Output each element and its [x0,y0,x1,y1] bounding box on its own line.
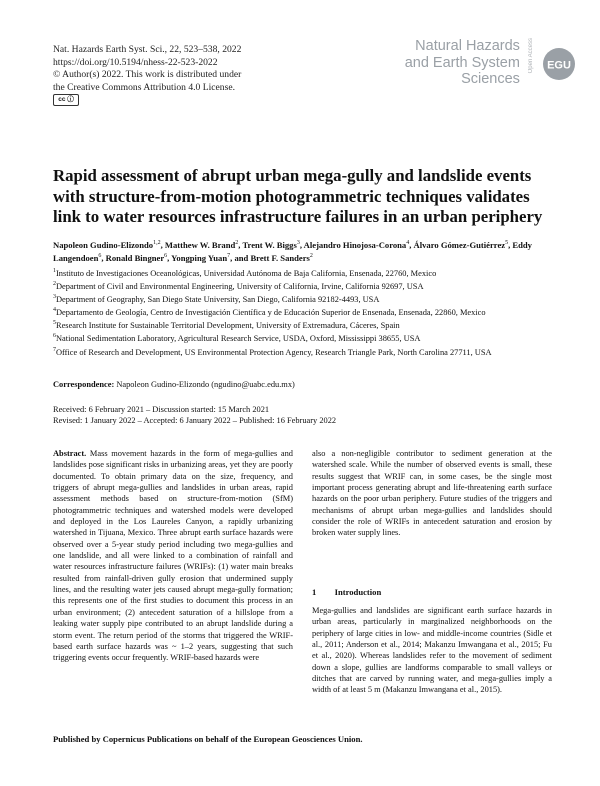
abstract-continuation: also a non-negligible contributor to sediment generation at the watershed scale. While the number of observed events is small, these results suggest that WRIF can, in some cases, be the single most important process generating abrupt and life-threatening earth surface hazards on the poor urban periphery. Future studies of the triggers and mechanisms of abrupt urban mega-gullies and landslides should consider the role of WRIFs in antecedent saturation and erosion by broken water supply lines. [312,449,552,538]
abstract-text: Mass movement hazards in the form of mega-gullies and landslides pose significant risks in urbanizing areas, yet they are poorly documented. To obtain primary data on the size, frequency, and triggers of abrupt mega-gullies and landslides in urban areas, rapid assessment methods based on structure-from-motion (SfM) photogrammetric techniques and watershed models were developed and deployed in the Los Laureles Canyon, a rapidly urbanizing watershed in Tijuana, Mexico. Three abrupt earth surface hazards were observed over a 5-year study period including two mega-gullies and one landslide, and all were linked to a combination of rainfall and water resources infrastructure failures (WRIFs): (1) water main breaks resulted from rainfall-driven gully erosion that undermined supply lines, and the resulting water jets caused abrupt mega-gully formation; this represents one of the first studies to document this process in an urban environment; (2) antecedent saturation of a hillslope from a leaking water supply pipe contributed to an abrupt landslide during a storm event. The return period of the storms that triggered the WRIF-based earth surface hazards was ~ 1–2 years, suggesting that such triggering events occur frequently. WRIF-based hazards were [53,449,293,663]
affiliation-number: 1 [53,268,56,274]
author-name: Álvaro Gómez-Gutiérrez [413,239,506,250]
journal-citation: Nat. Hazards Earth Syst. Sci., 22, 523–538, 2022 [53,44,242,55]
journal-header [53,44,241,94]
svg-text:EGU: EGU [547,59,571,72]
egu-logo-icon [542,47,576,81]
author-name: Alejandro Hinojosa-Corona [303,239,407,250]
publication-dates [53,404,336,427]
affiliation-text: Research Institute for Sustainable Territorial Development, University of Extremadura, Cáceres, Spain [56,321,400,331]
paper-title: Rapid assessment of abrupt urban mega-gully and landslide events with structure-from-motion photogrammetric techniques validates link to water resources infrastructure failures in an urban periphery [53,166,543,226]
affiliation-text: Instituto de Investigaciones Oceanológicas, Universidad Autónoma de Baja California, Ensenada, 22760, Mexico [56,268,437,278]
author-affiliation-ref: 7 [227,253,231,260]
copyright-line: © Author(s) 2022. This work is distributed under [53,69,242,81]
abstract-label: Abstract. [53,449,87,458]
author-list [53,238,553,265]
open-access-label: Open Access [527,38,534,74]
author-separator: , [238,239,243,250]
section-heading [312,587,381,597]
received-line: Received: 6 February 2021 – Discussion started: 15 March 2021 [53,405,270,414]
correspondence [53,380,295,389]
author-affiliation-ref: 1,2 [153,240,161,246]
journal-brand [405,38,576,88]
affiliation-item [53,292,553,305]
author-affiliation-ref: 5 [505,240,509,246]
affiliation-number: 5 [53,320,56,327]
section-number: 1 [312,587,317,597]
journal-name [405,38,520,88]
author-name: Napoleon Gudino-Elizondo [53,239,154,250]
journal-name-line: Sciences [461,71,520,87]
affiliation-item [53,318,553,331]
affiliation-number: 4 [53,307,56,314]
correspondence-text[interactable]: Napoleon Gudino-Elizondo (ngudino@uabc.edu.mx) [116,380,295,389]
author-affiliation-ref: 2 [235,240,239,246]
affiliation-item [53,331,553,344]
revised-line: Revised: 1 January 2022 – Accepted: 6 January 2022 – Published: 16 February 2022 [53,416,337,426]
affiliation-item [53,305,553,318]
abstract [53,448,293,664]
author-name: Eddy Langendoen [53,239,532,264]
author-separator: , [101,253,106,264]
author-affiliation-ref: 3 [296,240,300,246]
affiliation-text: Department of Geography, San Diego State University, San Diego, California 92182-4493, USA [56,294,380,304]
affiliation-number: 3 [53,294,56,301]
author-separator: , [508,239,513,250]
author-affiliation-ref: 2 [309,253,313,260]
affiliation-item [53,266,553,279]
author-separator: , [167,253,172,264]
journal-name-line: Natural Hazards [415,38,520,54]
author-name: Trent W. Biggs [242,239,297,250]
affiliation-item [53,345,553,358]
author-name: Matthew W. Brand [164,239,236,250]
affiliation-text: National Sedimentation Laboratory, Agricultural Research Service, USDA, Oxford, Mississippi 38655, USA [56,334,421,344]
journal-name-line: and Earth System [404,54,520,71]
affiliation-text: Office of Research and Development, US Environmental Protection Agency, Research Triangle Park, North Carolina 27711, USA [56,347,492,357]
doi-link[interactable]: https://doi.org/10.5194/nhess-22-523-2022 [53,56,218,68]
author-affiliation-ref: 6 [98,253,102,260]
author-affiliation-ref: 4 [406,240,410,246]
author-separator: , [409,239,414,250]
affiliation-list [53,266,553,358]
affiliation-number: 7 [53,346,56,353]
author-separator: , and [230,253,251,264]
author-affiliation-ref: 6 [164,253,168,260]
affiliation-text: Departamento de Geología, Centro de Investigación Científica y de Educación Superior de Ensenada, Ensenada, 22860, Mexico [56,308,486,318]
affiliation-text: Department of Civil and Environmental Engineering, University of California, Irvine, California 92697, USA [56,281,424,291]
author-separator: , [160,239,165,250]
affiliation-item [53,279,553,292]
correspondence-label: Correspondence: [53,380,115,389]
cc-license-icon[interactable]: cc ⓘ [53,94,79,106]
author-name: Brett F. Sanders [250,253,310,264]
author-name: Yongping Yuan [171,253,228,264]
license-line: the Creative Commons Attribution 4.0 License. [53,81,235,93]
section-title: Introduction [334,587,382,597]
affiliation-number: 2 [53,281,56,288]
affiliation-number: 6 [53,333,56,340]
author-name: Ronald Bingner [105,253,165,264]
publisher-footer: Published by Copernicus Publications on behalf of the European Geosciences Union. [53,734,363,744]
intro-paragraph: Mega-gullies and landslides are significant earth surface hazards in urban areas, particularly in marginalized neighborhoods on the periphery of large cities in low- and middle-income countries (Sidle et al., 2011; Anderson et al., 2014; Makanzu Imwangana et al., 2015; Fu et al., 2020). Whereas landslides refer to the movement of sediment down a slope, gullies are landforms comparable to small valleys or ditches that are carved by running water, and mega-gullies imply a width of at least 5 m (Makanzu Imwangana et al., 2015). [312,606,552,695]
author-separator: , [299,239,304,250]
